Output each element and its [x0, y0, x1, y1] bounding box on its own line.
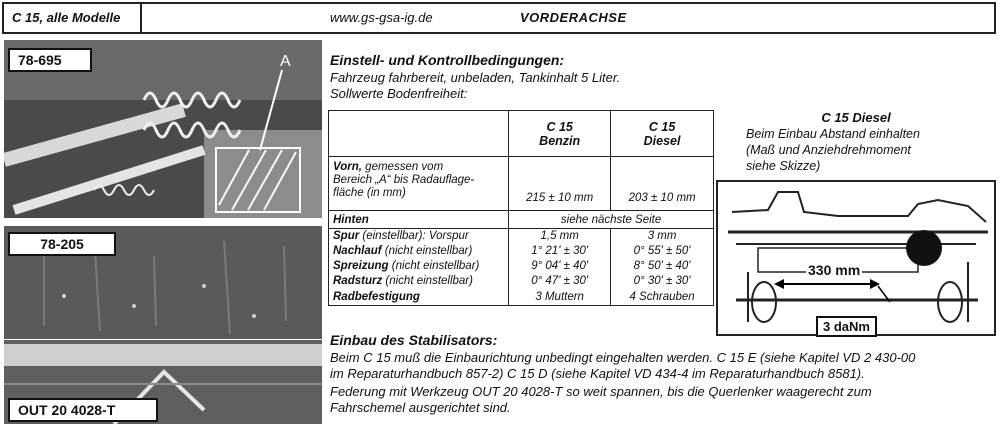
- front-diesel-value: 203 ± 10 mm: [611, 157, 714, 211]
- torque-label: 3 daNm: [816, 316, 877, 337]
- stabilizer-title: Einbau des Stabilisators:: [330, 332, 498, 348]
- col-benzin-header: C 15 Benzin: [509, 111, 611, 157]
- diesel-note-title: C 15 Diesel: [821, 110, 891, 125]
- photo-tag-78-695: 78-695: [8, 48, 92, 72]
- photo-tag-78-205: 78-205: [8, 232, 116, 256]
- row-radsturz: Radsturz (nicht einstellbar) 0° 47' ± 30' 0° 30' ± 30': [329, 274, 714, 289]
- rear-value: siehe nächste Seite: [509, 211, 714, 229]
- header-divider: [140, 2, 142, 34]
- stabilizer-line-1: Beim C 15 muß die Einbaurichtung unbedingt eingehalten werden. C 15 E (siehe Kapitel VD 2 430-00: [330, 350, 916, 365]
- row-nachlauf: Nachlauf (nicht einstellbar) 1° 21' ± 30' 0° 55' ± 50': [329, 244, 714, 259]
- section-title: VORDERACHSE: [520, 10, 627, 25]
- diesel-note-line-3: siehe Skizze): [746, 159, 821, 173]
- row-rear: Hinten siehe nächste Seite: [329, 211, 714, 229]
- row-front: Vorn, gemessen vom Bereich „A“ bis Radauflage- fläche (in mm) 215 ± 10 mm 203 ± 10 mm: [329, 157, 714, 211]
- callout-a: A: [280, 53, 291, 70]
- spec-table: [328, 110, 714, 306]
- stabilizer-line-4: Fahrschemel ausgerichtet sind.: [330, 400, 511, 415]
- row-radbefestigung: Radbefestigung 3 Muttern 4 Schrauben: [329, 289, 714, 306]
- stabilizer-line-2: im Reparaturhandbuch 857-2) C 15 D (siehe Kapitel VD 434-4 im Reparaturhandbuch 8581).: [330, 366, 865, 381]
- row-spur: Spur (einstellbar): Vorspur 1,5 mm 3 mm: [329, 229, 714, 244]
- conditions-line-1: Fahrzeug fahrbereit, unbeladen, Tankinhalt 5 Liter.: [330, 70, 621, 85]
- conditions-title: Einstell- und Kontrollbedingungen:: [330, 52, 565, 68]
- stabilizer-sketch: [718, 182, 994, 334]
- row-spreizung: Spreizung (nicht einstellbar) 9° 04' ± 40' 8° 50' ± 40': [329, 259, 714, 274]
- photo-tag-out-tool: OUT 20 4028-T: [8, 398, 158, 422]
- diesel-sketch-box: [716, 180, 996, 336]
- diesel-note-line-1: Beim Einbau Abstand einhalten: [746, 127, 920, 141]
- website-url[interactable]: www.gs-gsa-ig.de: [330, 10, 433, 25]
- header-bar: [2, 2, 996, 34]
- col-diesel-header: C 15 Diesel: [611, 111, 714, 157]
- model-label: C 15, alle Modelle: [12, 10, 121, 25]
- front-benzin-value: 215 ± 10 mm: [509, 157, 611, 211]
- dimension-label: 330 mm: [808, 262, 861, 278]
- conditions-line-2: Sollwerte Bodenfreiheit:: [330, 86, 468, 101]
- stabilizer-line-3: Federung mit Werkzeug OUT 20 4028-T so weit spannen, bis die Querlenker waagerecht zum: [330, 384, 872, 399]
- diesel-note-line-2: (Maß und Anziehdrehmoment: [746, 143, 911, 157]
